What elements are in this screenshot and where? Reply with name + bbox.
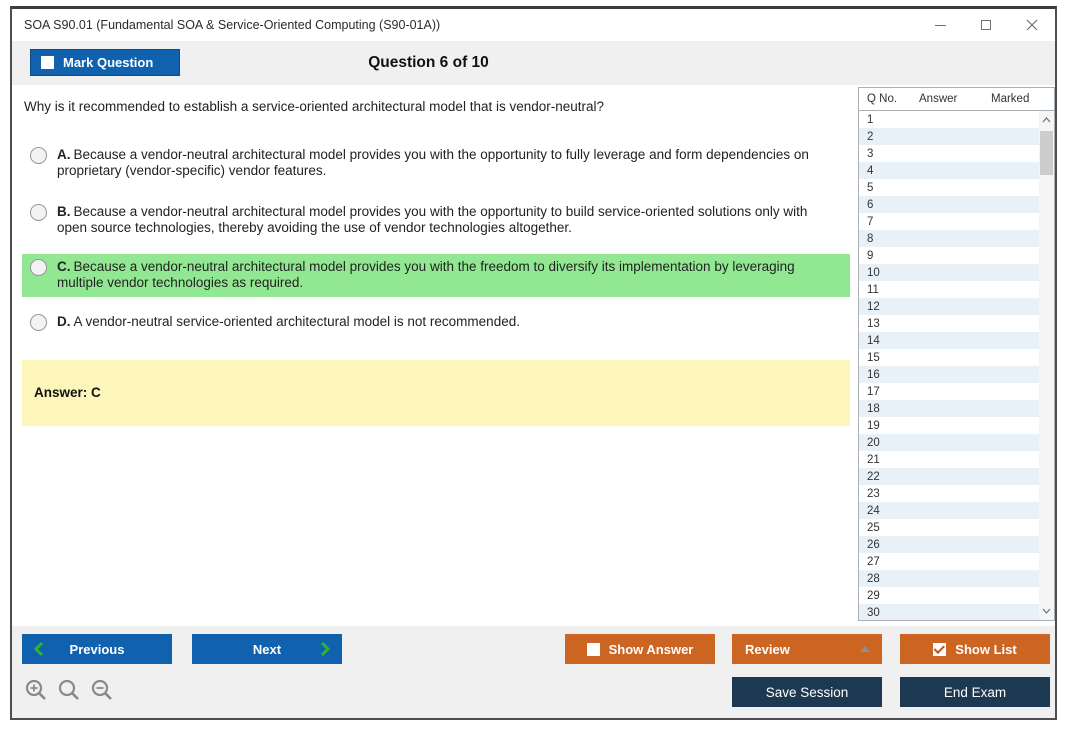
question-list-row[interactable] xyxy=(859,349,1039,366)
question-list-row[interactable] xyxy=(859,417,1039,434)
question-list-row[interactable] xyxy=(859,145,1039,162)
window-controls xyxy=(917,9,1055,41)
question-number: 1 xyxy=(867,113,874,126)
option-c-letter: C. xyxy=(57,258,71,274)
app-window xyxy=(10,6,1057,720)
chevron-down-glyph xyxy=(1042,608,1051,614)
show-list-label: Show List xyxy=(955,641,1017,657)
zoom-out-icon[interactable] xyxy=(90,678,114,702)
question-number: 18 xyxy=(867,402,880,415)
option-c-text xyxy=(57,259,827,292)
checkbox-checked-icon xyxy=(933,643,946,656)
question-list-row[interactable] xyxy=(859,451,1039,468)
option-c-body: Because a vendor-neutral architectural model provides you with the freedom to diversify its implementation by leveraging multiple vendor technologies as required. xyxy=(57,258,795,291)
question-number: 24 xyxy=(867,504,880,517)
question-number: 30 xyxy=(867,606,880,619)
question-list-row[interactable] xyxy=(859,332,1039,349)
question-text: Why is it recommended to establish a service-oriented architectural model that is vendor-neutral? xyxy=(24,99,605,114)
question-number: 26 xyxy=(867,538,880,551)
option-b-letter: B. xyxy=(57,203,71,219)
question-list-row[interactable] xyxy=(859,519,1039,536)
question-number: 13 xyxy=(867,317,880,330)
main-area xyxy=(12,85,1055,626)
question-list-row[interactable] xyxy=(859,383,1039,400)
col-answer: Answer xyxy=(919,93,958,105)
chevron-right-icon xyxy=(320,642,330,656)
question-list-row[interactable] xyxy=(859,281,1039,298)
review-label: Review xyxy=(745,641,790,657)
zoom-reset-icon[interactable] xyxy=(57,678,81,702)
question-list-row[interactable] xyxy=(859,468,1039,485)
mark-question-label: Mark Question xyxy=(63,55,154,70)
question-list-row[interactable] xyxy=(859,315,1039,332)
question-number: 9 xyxy=(867,249,874,262)
question-number: 20 xyxy=(867,436,880,449)
question-number: 2 xyxy=(867,130,874,143)
option-d-body: A vendor-neutral service-oriented architectural model is not recommended. xyxy=(73,313,520,329)
radio-icon[interactable] xyxy=(30,259,47,276)
maximize-icon[interactable] xyxy=(963,9,1009,41)
answer-box xyxy=(22,360,850,426)
option-d[interactable] xyxy=(22,309,850,336)
question-list-row[interactable] xyxy=(859,247,1039,264)
question-list-header xyxy=(859,88,1054,111)
question-number: 5 xyxy=(867,181,874,194)
show-answer-button[interactable] xyxy=(565,634,715,664)
show-answer-label: Show Answer xyxy=(608,641,694,657)
question-list-row[interactable] xyxy=(859,213,1039,230)
question-number: 8 xyxy=(867,232,874,245)
question-number: 21 xyxy=(867,453,880,466)
question-list-scrollbar[interactable] xyxy=(1039,111,1054,620)
option-d-letter: D. xyxy=(57,313,71,329)
question-list-row[interactable] xyxy=(859,128,1039,145)
question-list-row[interactable] xyxy=(859,162,1039,179)
triangle-up-icon xyxy=(860,646,870,652)
question-number: 23 xyxy=(867,487,880,500)
option-b-text xyxy=(57,204,827,237)
radio-icon[interactable] xyxy=(30,314,47,331)
option-b-body: Because a vendor-neutral architectural model provides you with the opportunity to build service-oriented solutions only with open source technologies, thereby avoiding the use of vendor technologies altogether. xyxy=(57,203,808,236)
zoom-in-icon[interactable] xyxy=(24,678,48,702)
question-number: 15 xyxy=(867,351,880,364)
question-number: 16 xyxy=(867,368,880,381)
chevron-left-icon xyxy=(34,642,44,656)
zoom-toolbar xyxy=(24,678,114,702)
question-list-row[interactable] xyxy=(859,298,1039,315)
question-number: 14 xyxy=(867,334,880,347)
question-number: 12 xyxy=(867,300,880,313)
end-exam-label: End Exam xyxy=(943,684,1007,700)
question-list-row[interactable] xyxy=(859,179,1039,196)
window-title: SOA S90.01 (Fundamental SOA & Service-Oriented Computing (S90-01A)) xyxy=(24,18,441,32)
save-session-button[interactable] xyxy=(732,677,882,707)
question-list-row[interactable] xyxy=(859,570,1039,587)
next-button[interactable] xyxy=(192,634,342,664)
question-number: 17 xyxy=(867,385,880,398)
question-number: 10 xyxy=(867,266,880,279)
maximize-glyph xyxy=(981,20,991,30)
question-number: 7 xyxy=(867,215,874,228)
question-list-row[interactable] xyxy=(859,604,1039,620)
previous-label: Previous xyxy=(69,641,125,657)
option-c-highlighted[interactable] xyxy=(22,254,850,297)
option-d-text xyxy=(57,314,520,330)
scroll-up-icon[interactable] xyxy=(1039,112,1054,128)
question-number: 27 xyxy=(867,555,880,568)
question-list-row[interactable] xyxy=(859,434,1039,451)
footer xyxy=(12,626,1055,718)
question-list-row[interactable] xyxy=(859,485,1039,502)
question-list-rows xyxy=(859,111,1039,620)
minimize-icon[interactable] xyxy=(917,9,963,41)
option-a[interactable] xyxy=(22,142,850,185)
question-list-row[interactable] xyxy=(859,400,1039,417)
question-list-row[interactable] xyxy=(859,553,1039,570)
answer-label: Answer: C xyxy=(34,385,101,401)
question-number: 6 xyxy=(867,198,874,211)
question-list-row[interactable] xyxy=(859,196,1039,213)
question-number: 4 xyxy=(867,164,874,177)
titlebar xyxy=(12,9,1055,41)
radio-icon[interactable] xyxy=(30,204,47,221)
question-list-row[interactable] xyxy=(859,502,1039,519)
question-number: 28 xyxy=(867,572,880,585)
scroll-down-icon[interactable] xyxy=(1039,603,1054,619)
question-list-row[interactable] xyxy=(859,264,1039,281)
checkbox-unchecked-icon xyxy=(587,643,600,656)
header-band xyxy=(12,41,1055,85)
next-label: Next xyxy=(252,641,282,657)
question-list-row[interactable] xyxy=(859,366,1039,383)
save-session-label: Save Session xyxy=(765,684,849,700)
review-dropdown-button[interactable] xyxy=(732,634,882,664)
question-list-body xyxy=(859,111,1054,620)
question-number: 3 xyxy=(867,147,874,160)
close-glyph xyxy=(1026,19,1038,31)
col-marked: Marked xyxy=(991,93,1030,105)
option-b[interactable] xyxy=(22,199,850,242)
close-icon[interactable] xyxy=(1009,9,1055,41)
question-list-panel xyxy=(858,87,1055,621)
option-a-text xyxy=(57,147,827,180)
option-a-body: Because a vendor-neutral architectural model provides you with the opportunity to fully leverage and form dependencies on proprietary (vendor-specific) vendor features. xyxy=(57,147,809,179)
question-column xyxy=(22,85,850,426)
question-number: 22 xyxy=(867,470,880,483)
minimize-glyph xyxy=(935,25,946,26)
end-exam-button[interactable] xyxy=(900,677,1050,707)
question-number: 19 xyxy=(867,419,880,432)
chevron-up-glyph xyxy=(1042,117,1051,123)
question-counter: Question 6 of 10 xyxy=(368,54,489,71)
question-list-row[interactable] xyxy=(859,536,1039,553)
scrollbar-thumb[interactable] xyxy=(1040,131,1053,175)
show-list-button[interactable] xyxy=(900,634,1050,664)
radio-icon[interactable] xyxy=(30,147,47,164)
option-a-letter: A. xyxy=(57,147,71,162)
question-number: 11 xyxy=(867,283,879,296)
col-qno: Q No. xyxy=(867,93,898,105)
question-number: 25 xyxy=(867,521,880,534)
question-list-row[interactable] xyxy=(859,230,1039,247)
question-list-row[interactable] xyxy=(859,587,1039,604)
previous-button[interactable] xyxy=(22,634,172,664)
question-list-row[interactable] xyxy=(859,111,1039,128)
question-number: 29 xyxy=(867,589,880,602)
